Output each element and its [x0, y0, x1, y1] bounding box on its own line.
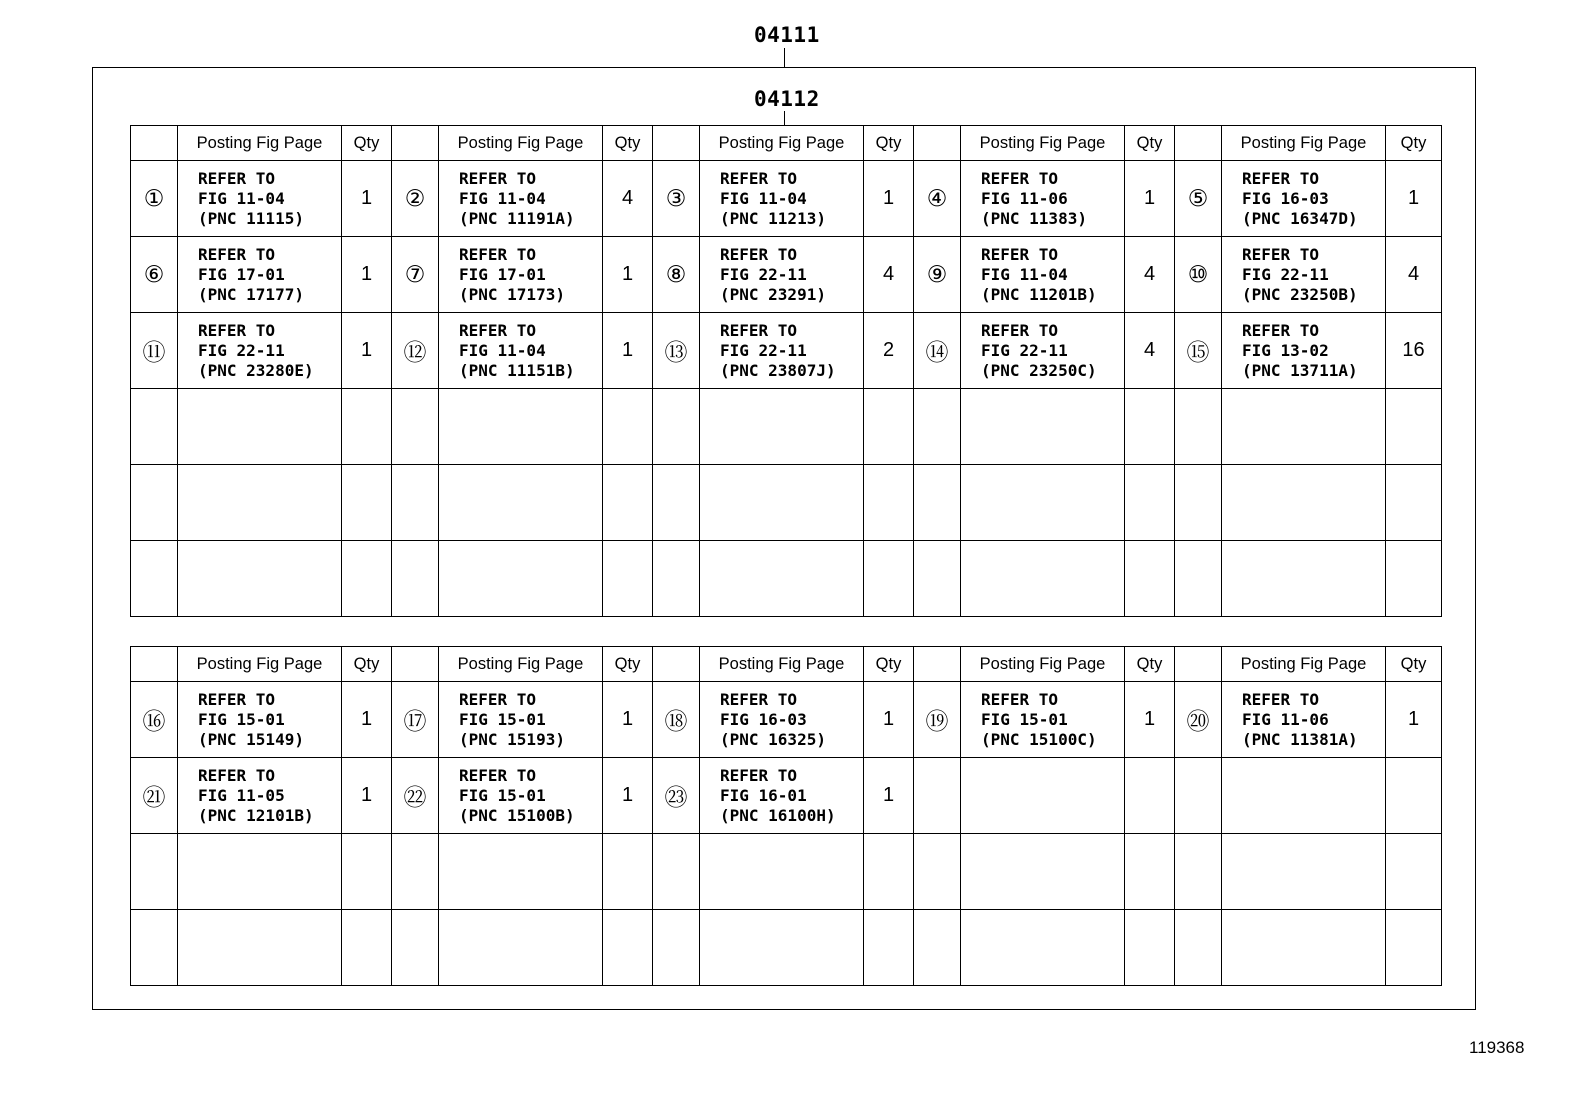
item-number: ㉒ — [392, 758, 439, 834]
empty-cell — [342, 834, 392, 910]
reference-line-3: (PNC 11381A) — [1242, 729, 1358, 749]
quantity — [1125, 758, 1175, 834]
reference-line-3: (PNC 11115) — [198, 208, 304, 228]
header-qty: Qty — [1386, 126, 1442, 161]
empty-cell — [1386, 834, 1442, 910]
reference-line-1: REFER TO — [720, 244, 798, 264]
reference-line-2: FIG 11-04 — [981, 264, 1068, 284]
empty-cell — [914, 389, 961, 465]
item-number: ⑱ — [653, 682, 700, 758]
empty-cell — [1175, 910, 1222, 986]
empty-row — [131, 465, 1442, 541]
reference-line-3: (PNC 23807J) — [720, 360, 836, 380]
header-qty: Qty — [603, 647, 653, 682]
item-number: ㉓ — [653, 758, 700, 834]
reference-cell — [439, 161, 603, 237]
header-qty: Qty — [864, 126, 914, 161]
leader-line-inner — [784, 111, 785, 126]
empty-cell — [392, 465, 439, 541]
header-qty: Qty — [864, 647, 914, 682]
empty-cell — [864, 465, 914, 541]
header-number-cell — [1175, 647, 1222, 682]
reference-line-2: FIG 15-01 — [459, 785, 546, 805]
empty-cell — [178, 541, 342, 617]
table-row — [131, 758, 1442, 834]
reference-line-3: (PNC 15149) — [198, 729, 304, 749]
quantity: 1 — [603, 237, 653, 313]
reference-line-3: (PNC 16325) — [720, 729, 826, 749]
header-number-cell — [653, 647, 700, 682]
empty-cell — [342, 910, 392, 986]
empty-cell — [653, 541, 700, 617]
empty-cell — [961, 541, 1125, 617]
quantity: 1 — [864, 682, 914, 758]
header-posting-fig-page: Posting Fig Page — [178, 647, 342, 682]
empty-cell — [131, 541, 178, 617]
empty-cell — [700, 541, 864, 617]
empty-cell — [1125, 389, 1175, 465]
empty-cell — [439, 910, 603, 986]
reference-cell — [961, 682, 1125, 758]
reference-line-3: (PNC 16100H) — [720, 805, 836, 825]
empty-cell — [653, 465, 700, 541]
item-number: ⑧ — [653, 237, 700, 313]
empty-cell — [1222, 465, 1386, 541]
item-number: ⑤ — [1175, 161, 1222, 237]
reference-line-1: REFER TO — [1242, 689, 1320, 709]
reference-line-1: REFER TO — [981, 320, 1059, 340]
reference-line-2: FIG 11-04 — [720, 188, 807, 208]
reference-table-upper — [130, 125, 1442, 617]
empty-cell — [864, 541, 914, 617]
quantity: 1 — [342, 237, 392, 313]
quantity: 1 — [342, 682, 392, 758]
reference-line-2: FIG 15-01 — [981, 709, 1068, 729]
reference-line-3: (PNC 13711A) — [1242, 360, 1358, 380]
header-number-cell — [131, 126, 178, 161]
quantity: 1 — [342, 313, 392, 389]
empty-cell — [603, 541, 653, 617]
item-number: ⑨ — [914, 237, 961, 313]
item-number: ⑲ — [914, 682, 961, 758]
empty-cell — [1222, 910, 1386, 986]
reference-cell — [1222, 758, 1386, 834]
assembly-code-inner: 04112 — [754, 87, 820, 111]
empty-cell — [439, 541, 603, 617]
reference-line-3: (PNC 17173) — [459, 284, 565, 304]
reference-line-2: FIG 16-03 — [720, 709, 807, 729]
item-number: ⑯ — [131, 682, 178, 758]
reference-line-1: REFER TO — [720, 320, 798, 340]
item-number: ⑫ — [392, 313, 439, 389]
reference-line-1: REFER TO — [459, 320, 537, 340]
item-number: ⑪ — [131, 313, 178, 389]
header-posting-fig-page: Posting Fig Page — [439, 126, 603, 161]
empty-row — [131, 541, 1442, 617]
reference-cell — [961, 161, 1125, 237]
reference-line-1: REFER TO — [720, 168, 798, 188]
empty-cell — [342, 389, 392, 465]
empty-cell — [392, 910, 439, 986]
empty-cell — [178, 465, 342, 541]
reference-cell — [700, 313, 864, 389]
quantity: 1 — [864, 758, 914, 834]
item-number: ⑰ — [392, 682, 439, 758]
header-qty: Qty — [1125, 126, 1175, 161]
reference-line-1: REFER TO — [198, 765, 276, 785]
empty-row — [131, 389, 1442, 465]
reference-line-2: FIG 15-01 — [459, 709, 546, 729]
reference-line-2: FIG 16-03 — [1242, 188, 1329, 208]
reference-line-1: REFER TO — [198, 689, 276, 709]
reference-line-2: FIG 22-11 — [720, 264, 807, 284]
quantity: 4 — [1125, 237, 1175, 313]
quantity: 4 — [1386, 237, 1442, 313]
empty-cell — [342, 465, 392, 541]
reference-line-2: FIG 11-04 — [459, 188, 546, 208]
empty-cell — [1125, 910, 1175, 986]
empty-cell — [131, 834, 178, 910]
reference-cell — [439, 682, 603, 758]
reference-cell — [700, 758, 864, 834]
header-qty: Qty — [1125, 647, 1175, 682]
item-number: ㉑ — [131, 758, 178, 834]
reference-cell — [1222, 313, 1386, 389]
header-posting-fig-page: Posting Fig Page — [700, 647, 864, 682]
empty-cell — [439, 465, 603, 541]
empty-cell — [1386, 910, 1442, 986]
quantity: 1 — [1386, 682, 1442, 758]
empty-cell — [864, 834, 914, 910]
header-posting-fig-page: Posting Fig Page — [700, 126, 864, 161]
reference-line-2: FIG 22-11 — [198, 340, 285, 360]
reference-cell — [1222, 237, 1386, 313]
reference-line-1: REFER TO — [1242, 168, 1320, 188]
empty-cell — [1175, 541, 1222, 617]
empty-cell — [914, 834, 961, 910]
reference-cell — [700, 237, 864, 313]
reference-line-2: FIG 13-02 — [1242, 340, 1329, 360]
empty-cell — [864, 910, 914, 986]
empty-cell — [961, 465, 1125, 541]
header-posting-fig-page: Posting Fig Page — [1222, 647, 1386, 682]
reference-line-1: REFER TO — [981, 689, 1059, 709]
reference-cell — [961, 237, 1125, 313]
reference-line-3: (PNC 11383) — [981, 208, 1087, 228]
quantity: 1 — [342, 161, 392, 237]
item-number: ⑩ — [1175, 237, 1222, 313]
quantity: 4 — [603, 161, 653, 237]
reference-line-3: (PNC 11191A) — [459, 208, 575, 228]
quantity: 1 — [603, 758, 653, 834]
empty-cell — [178, 910, 342, 986]
header-posting-fig-page: Posting Fig Page — [439, 647, 603, 682]
empty-cell — [1222, 834, 1386, 910]
empty-cell — [653, 834, 700, 910]
item-number: ⑬ — [653, 313, 700, 389]
header-number-cell — [1175, 126, 1222, 161]
reference-line-1: REFER TO — [459, 168, 537, 188]
reference-line-2: FIG 22-11 — [1242, 264, 1329, 284]
header-qty: Qty — [603, 126, 653, 161]
item-number: ⑭ — [914, 313, 961, 389]
reference-line-3: (PNC 23291) — [720, 284, 826, 304]
reference-cell — [700, 161, 864, 237]
reference-cell — [178, 161, 342, 237]
header-number-cell — [131, 647, 178, 682]
item-number: ⑦ — [392, 237, 439, 313]
quantity: 1 — [603, 682, 653, 758]
header-posting-fig-page: Posting Fig Page — [961, 126, 1125, 161]
quantity: 1 — [1125, 682, 1175, 758]
header-posting-fig-page: Posting Fig Page — [961, 647, 1125, 682]
empty-cell — [961, 389, 1125, 465]
reference-line-2: FIG 11-05 — [198, 785, 285, 805]
header-number-cell — [914, 126, 961, 161]
empty-cell — [131, 389, 178, 465]
empty-cell — [603, 910, 653, 986]
reference-line-1: REFER TO — [981, 168, 1059, 188]
reference-line-1: REFER TO — [198, 320, 276, 340]
reference-cell — [439, 758, 603, 834]
reference-cell — [178, 313, 342, 389]
reference-line-2: FIG 17-01 — [198, 264, 285, 284]
quantity: 1 — [342, 758, 392, 834]
item-number: ⑮ — [1175, 313, 1222, 389]
empty-cell — [700, 389, 864, 465]
empty-cell — [653, 910, 700, 986]
empty-cell — [392, 541, 439, 617]
header-row — [131, 126, 1442, 161]
reference-cell — [1222, 682, 1386, 758]
empty-cell — [653, 389, 700, 465]
quantity — [1386, 758, 1442, 834]
reference-cell — [700, 682, 864, 758]
reference-line-2: FIG 22-11 — [720, 340, 807, 360]
empty-cell — [178, 834, 342, 910]
item-number — [914, 758, 961, 834]
empty-cell — [1125, 834, 1175, 910]
reference-line-3: (PNC 12101B) — [198, 805, 314, 825]
reference-line-3: (PNC 15193) — [459, 729, 565, 749]
reference-line-1: REFER TO — [720, 689, 798, 709]
empty-cell — [342, 541, 392, 617]
empty-cell — [961, 834, 1125, 910]
item-number: ② — [392, 161, 439, 237]
reference-line-3: (PNC 11151B) — [459, 360, 575, 380]
quantity: 4 — [864, 237, 914, 313]
assembly-code-outer: 04111 — [754, 23, 820, 47]
reference-cell — [178, 237, 342, 313]
reference-table-lower — [130, 646, 1442, 986]
empty-cell — [961, 910, 1125, 986]
empty-cell — [178, 389, 342, 465]
empty-cell — [603, 465, 653, 541]
reference-line-3: (PNC 23250C) — [981, 360, 1097, 380]
empty-cell — [131, 910, 178, 986]
reference-cell — [178, 682, 342, 758]
empty-cell — [1222, 541, 1386, 617]
reference-line-1: REFER TO — [198, 244, 276, 264]
empty-cell — [1222, 389, 1386, 465]
table-row — [131, 313, 1442, 389]
empty-cell — [1125, 541, 1175, 617]
item-number — [1175, 758, 1222, 834]
reference-line-2: FIG 15-01 — [198, 709, 285, 729]
reference-line-3: (PNC 11213) — [720, 208, 826, 228]
quantity: 2 — [864, 313, 914, 389]
empty-cell — [439, 389, 603, 465]
reference-line-1: REFER TO — [720, 765, 798, 785]
empty-cell — [439, 834, 603, 910]
reference-cell — [961, 758, 1125, 834]
reference-line-1: REFER TO — [459, 689, 537, 709]
empty-cell — [914, 910, 961, 986]
header-posting-fig-page: Posting Fig Page — [178, 126, 342, 161]
reference-cell — [961, 313, 1125, 389]
reference-line-2: FIG 22-11 — [981, 340, 1068, 360]
item-number: ⑥ — [131, 237, 178, 313]
reference-line-2: FIG 11-06 — [1242, 709, 1329, 729]
table-row — [131, 161, 1442, 237]
header-posting-fig-page: Posting Fig Page — [1222, 126, 1386, 161]
reference-line-3: (PNC 17177) — [198, 284, 304, 304]
empty-cell — [1175, 834, 1222, 910]
reference-cell — [439, 237, 603, 313]
reference-line-2: FIG 16-01 — [720, 785, 807, 805]
reference-line-3: (PNC 23280E) — [198, 360, 314, 380]
quantity: 4 — [1125, 313, 1175, 389]
empty-cell — [1175, 389, 1222, 465]
empty-cell — [864, 389, 914, 465]
empty-cell — [392, 834, 439, 910]
reference-line-2: FIG 17-01 — [459, 264, 546, 284]
reference-line-2: FIG 11-04 — [459, 340, 546, 360]
reference-cell — [178, 758, 342, 834]
header-number-cell — [392, 126, 439, 161]
reference-line-1: REFER TO — [459, 244, 537, 264]
reference-line-1: REFER TO — [198, 168, 276, 188]
reference-line-3: (PNC 23250B) — [1242, 284, 1358, 304]
empty-cell — [914, 465, 961, 541]
reference-line-3: (PNC 15100B) — [459, 805, 575, 825]
quantity: 1 — [1386, 161, 1442, 237]
reference-line-1: REFER TO — [1242, 244, 1320, 264]
reference-line-3: (PNC 16347D) — [1242, 208, 1358, 228]
empty-cell — [1386, 541, 1442, 617]
item-number: ④ — [914, 161, 961, 237]
empty-cell — [700, 910, 864, 986]
reference-cell — [1222, 161, 1386, 237]
reference-line-2: FIG 11-06 — [981, 188, 1068, 208]
empty-cell — [700, 465, 864, 541]
reference-line-1: REFER TO — [459, 765, 537, 785]
header-row — [131, 647, 1442, 682]
empty-cell — [1386, 465, 1442, 541]
reference-line-3: (PNC 15100C) — [981, 729, 1097, 749]
header-number-cell — [914, 647, 961, 682]
item-number: ③ — [653, 161, 700, 237]
reference-line-1: REFER TO — [981, 244, 1059, 264]
reference-line-1: REFER TO — [1242, 320, 1320, 340]
reference-line-3: (PNC 11201B) — [981, 284, 1097, 304]
empty-cell — [914, 541, 961, 617]
header-number-cell — [392, 647, 439, 682]
empty-cell — [1175, 465, 1222, 541]
header-qty: Qty — [1386, 647, 1442, 682]
reference-line-2: FIG 11-04 — [198, 188, 285, 208]
quantity: 16 — [1386, 313, 1442, 389]
empty-cell — [392, 389, 439, 465]
item-number: ⑳ — [1175, 682, 1222, 758]
empty-row — [131, 834, 1442, 910]
image-id-label: 119368 — [1469, 1038, 1525, 1057]
empty-cell — [131, 465, 178, 541]
item-number: ① — [131, 161, 178, 237]
header-qty: Qty — [342, 647, 392, 682]
empty-cell — [1386, 389, 1442, 465]
header-number-cell — [653, 126, 700, 161]
header-qty: Qty — [342, 126, 392, 161]
empty-row — [131, 910, 1442, 986]
empty-cell — [603, 389, 653, 465]
table-row — [131, 682, 1442, 758]
quantity: 1 — [603, 313, 653, 389]
reference-cell — [439, 313, 603, 389]
quantity: 1 — [1125, 161, 1175, 237]
table-row — [131, 237, 1442, 313]
empty-cell — [700, 834, 864, 910]
leader-line-outer — [784, 48, 785, 67]
empty-cell — [1125, 465, 1175, 541]
empty-cell — [603, 834, 653, 910]
quantity: 1 — [864, 161, 914, 237]
